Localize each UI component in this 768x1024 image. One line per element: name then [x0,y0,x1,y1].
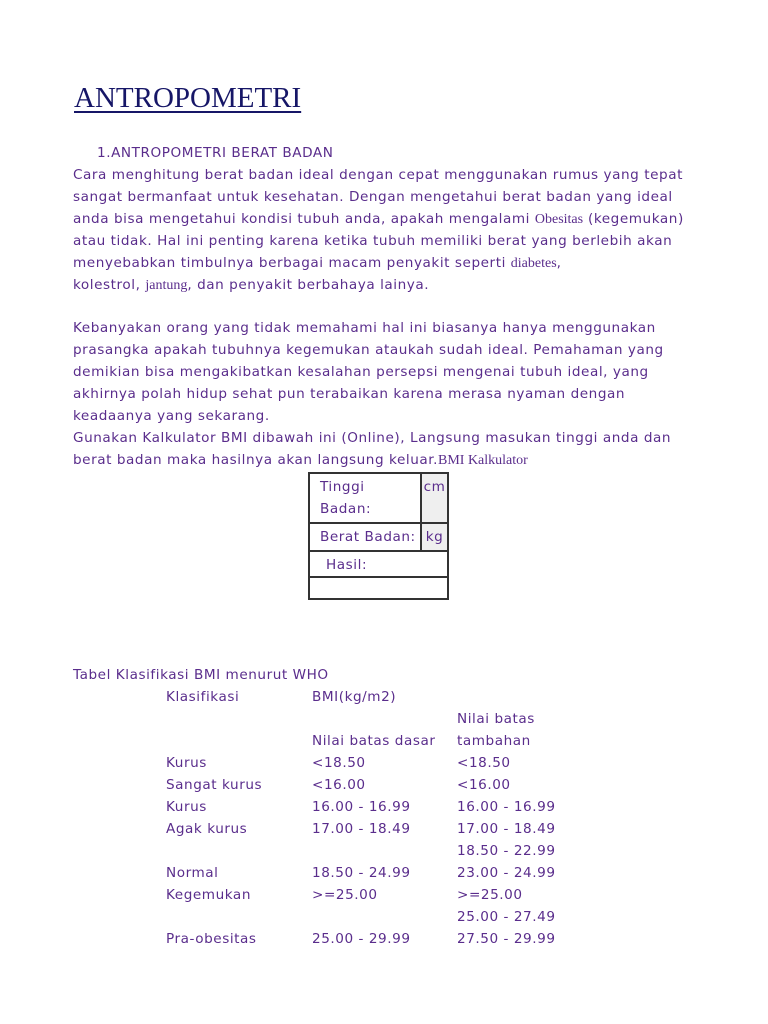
text-segment: , [556,255,562,271]
text-segment: anda bisa mengetahui kondisi tubuh anda, apakah mengalami [73,211,535,227]
row-extra-range: 25.00 - 27.49 [457,909,556,925]
text-segment: (kegemukan) [583,211,684,227]
row-extra-range: 27.50 - 29.99 [457,931,556,947]
text-line [73,230,672,252]
row-basic-range: <16.00 [312,777,366,793]
header-classification: Klasifikasi [166,689,240,705]
bmi-table-caption: Tabel Klasifikasi BMI menurut WHO [73,667,329,683]
row-classification: Kurus [166,799,207,815]
text-segment: Cara menghitung berat badan ideal dengan cepat menggunakan rumus yang tepat [73,167,683,183]
text-segment: Gunakan Kalkulator BMI dibawah ini (Online), Langsung masukan tinggi anda dan [73,430,672,446]
text-segment: , dan penyakit berbahaya lainya. [187,277,430,293]
page-title: ANTROPOMETRI [74,82,302,114]
weight-row [310,524,447,552]
text-segment: akhirnya polah hidup sehat pun terabaikan karena merasa nyaman dengan [73,386,626,402]
text-line [73,339,664,361]
text-line [73,383,625,405]
text-segment: menyebabkan timbulnya berbagai macam penyakit seperti [73,255,511,271]
text-line [73,252,562,275]
row-classification: Sangat kurus [166,777,263,793]
text-line [73,317,656,339]
text-segment: Kebanyakan orang yang tidak memahami hal ini biasanya hanya menggunakan [73,320,656,336]
section-heading: 1.ANTROPOMETRI BERAT BADAN [97,145,334,161]
text-line [73,186,673,208]
row-extra-range: 18.50 - 22.99 [457,843,556,859]
row-extra-range: <16.00 [457,777,511,793]
header-extra-line1: Nilai batas [457,711,535,727]
row-extra-range: <18.50 [457,755,511,771]
row-classification: Pra-obesitas [166,931,257,947]
text-segment: berat badan maka hasilnya akan langsung keluar. [73,452,438,468]
bmi-calculator [308,472,449,600]
height-label: Tinggi Badan: [310,474,422,522]
row-extra-range: 17.00 - 18.49 [457,821,556,837]
row-basic-range: 25.00 - 29.99 [312,931,411,947]
text-segment: kolestrol, [73,277,146,293]
row-classification: Kurus [166,755,207,771]
weight-label: Berat Badan: [310,524,422,550]
weight-input[interactable]: kg [422,524,447,550]
text-line [73,164,683,186]
row-classification: Kegemukan [166,887,251,903]
result-label: Hasil: [310,552,447,578]
text-segment: keadaanya yang sekarang. [73,408,270,424]
highlighted-term: Obesitas [534,212,584,227]
header-extra-line2: tambahan [457,733,531,749]
text-segment: prasangka apakah tubuhnya kegemukan ataukah sudah ideal. Pemahaman yang [73,342,664,358]
row-classification: Normal [166,865,219,881]
highlighted-term: jantung [145,278,188,293]
row-basic-range: 17.00 - 18.49 [312,821,411,837]
row-basic-range: 18.50 - 24.99 [312,865,411,881]
row-basic-range: 16.00 - 16.99 [312,799,411,815]
height-input[interactable]: cm [422,474,447,522]
text-line [73,361,649,383]
row-extra-range: >=25.00 [457,887,523,903]
text-segment: atau tidak. Hal ini penting karena ketika tubuh memiliki berat yang berlebih akan [73,233,673,249]
text-line [73,427,671,449]
row-extra-range: 23.00 - 24.99 [457,865,556,881]
row-basic-range: <18.50 [312,755,366,771]
text-line [73,274,429,297]
row-basic-range: >=25.00 [312,887,378,903]
header-basic: Nilai batas dasar [312,733,436,749]
text-segment: demikian bisa mengakibatkan kesalahan persepsi mengenai tubuh ideal, yang [73,364,649,380]
height-row [310,474,447,524]
row-classification: Agak kurus [166,821,248,837]
text-line [73,405,270,427]
highlighted-term: diabetes [510,256,557,271]
highlighted-term: BMI Kalkulator [438,453,528,468]
text-segment: sangat bermanfaat untuk kesehatan. Dengan mengetahui berat badan yang ideal [73,189,673,205]
text-line [73,449,528,472]
header-bmi: BMI(kg/m2) [312,689,397,705]
text-line [73,208,684,231]
row-extra-range: 16.00 - 16.99 [457,799,556,815]
result-output [310,578,447,598]
